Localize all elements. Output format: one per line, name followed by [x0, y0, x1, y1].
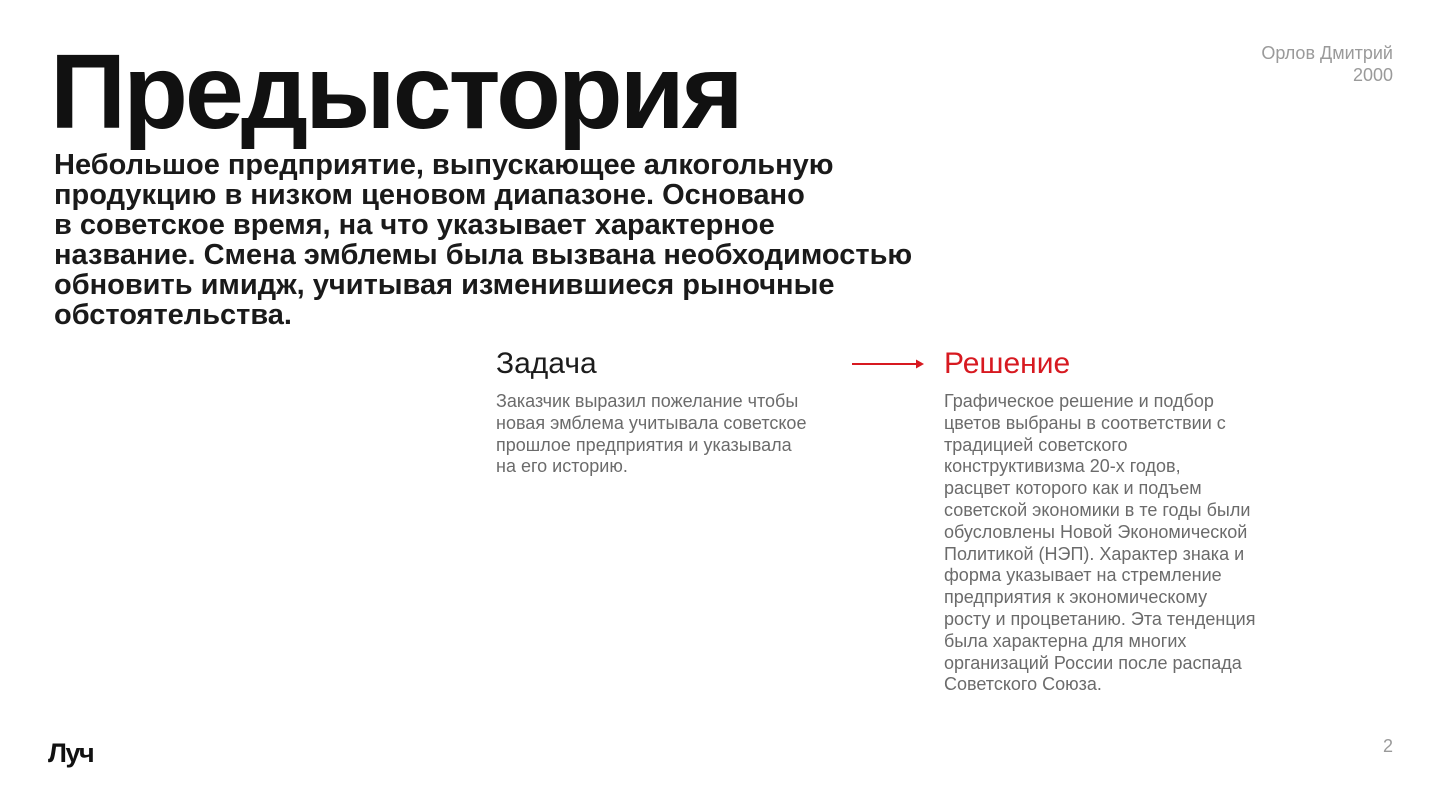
slide-title: Предыстория — [50, 33, 741, 151]
solution-line: Политикой (НЭП). Характер знака и — [944, 543, 1245, 564]
task-line: на его историю. — [496, 456, 628, 477]
author-year: 2000 — [1352, 65, 1393, 85]
author-name: Орлов Дмитрий — [1261, 43, 1393, 63]
task-line: Заказчик выразил пожелание чтобы — [496, 391, 799, 411]
solution-line: обусловлены Новой Экономической — [944, 521, 1248, 542]
solution-line: конструктивизма 20-х годов, — [944, 456, 1181, 477]
solution-line: предприятия к экономическому — [944, 587, 1208, 608]
task-heading: Задача — [496, 347, 597, 380]
solution-line: цветов выбраны в соответствии с — [944, 412, 1226, 433]
solution-line: организаций России после распада — [944, 652, 1242, 673]
task-description — [496, 391, 836, 478]
solution-line: была характерна для многих — [944, 630, 1187, 651]
intro-line: обстоятельства. — [54, 299, 292, 331]
intro-line: продукцию в низком ценовом диапазоне. Основано — [54, 179, 805, 211]
page-number: 2 — [1382, 736, 1393, 756]
task-line: прошлое предприятия и указывала — [496, 434, 792, 455]
solution-description — [944, 391, 1284, 696]
solution-line: советской экономики в те годы были — [944, 499, 1251, 520]
brand-logo: Луч — [48, 738, 94, 768]
intro-line: название. Смена эмблемы была вызвана необходимостью — [54, 239, 913, 271]
intro-line: в советское время, на что указывает характерное — [54, 209, 775, 241]
solution-line: форма указывает на стремление — [944, 565, 1222, 586]
solution-line: росту и процветанию. Эта тенденция — [944, 608, 1256, 629]
solution-heading: Решение — [944, 347, 1071, 380]
author-info — [1261, 42, 1393, 86]
solution-line: Советского Союза. — [944, 674, 1102, 695]
solution-line: традицией советского — [944, 434, 1128, 455]
task-line: новая эмблема учитывала советское — [496, 412, 807, 433]
arrow-right-icon — [850, 356, 926, 372]
intro-line: Небольшое предприятие, выпускающее алкогольную — [54, 149, 834, 181]
intro-line: обновить имидж, учитывая изменившиеся рыночные — [54, 269, 835, 301]
solution-line: Графическое решение и подбор — [944, 391, 1214, 411]
solution-line: расцвет которого как и подъем — [944, 478, 1202, 499]
intro-paragraph — [54, 150, 954, 330]
